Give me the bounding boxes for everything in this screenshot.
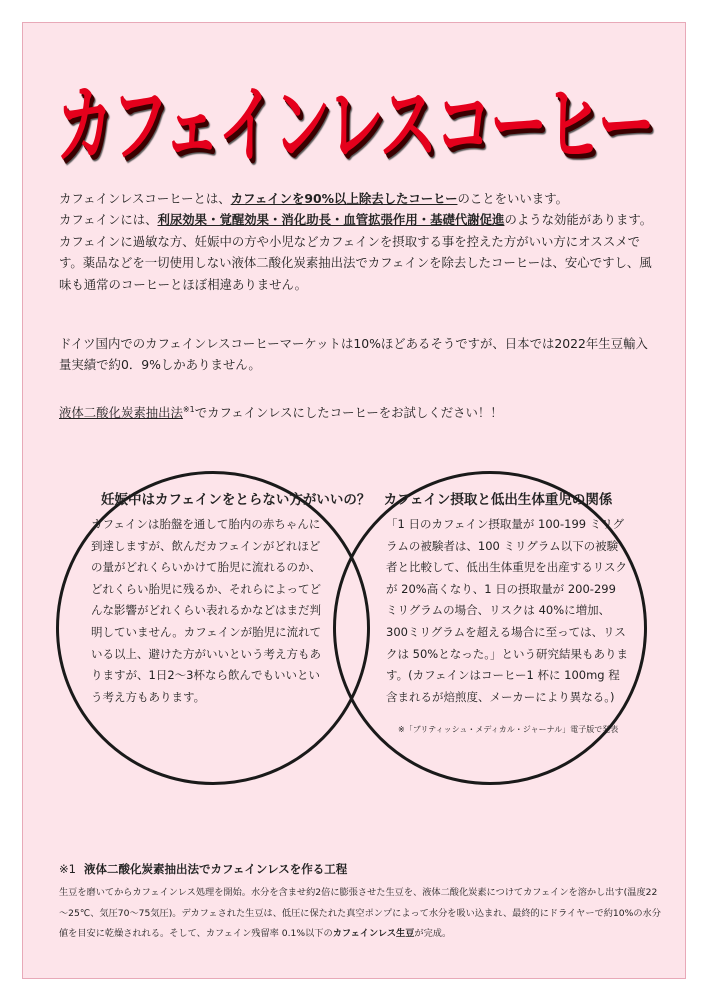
- footnote-marker: ※1: [182, 405, 195, 414]
- circle-left-body: カフェインは胎盤を通して胎内の赤ちゃんに到達しますが、飲んだカフェインがどれほどの量がどれくらいかけて胎児に流れるのか、どれくらい胎児に残るか、それらによってどんな影響がどれくらい表れるかなどはまだ判明していません。カフェインが胎児に流れている以上、避けた方がいいという考え方もありますが、1日2～3杯なら飲んでもいいという考え方もあります。: [91, 517, 322, 704]
- circle-right-source: ※「ブリティッシュ・メディカル・ジャーナル」電子版で発表: [398, 725, 619, 734]
- circle-left-title: 妊娠中はカフェインをとらない方がいいの？: [101, 492, 371, 508]
- trial-text: 液体二酸化炭素抽出法$^{※1}$でカフェインレスにしたコーヒーをお試しください！！: [59, 405, 503, 421]
- market-text: ドイツ国内でのカフェインレスコーヒーマーケットは10%ほどあるそうですが、日本では2022年生豆輸入量実績で約0．9%しかありません。: [59, 336, 648, 373]
- footnote-title: ※1 液体二酸化炭素抽出法でカフェインレスを作る工程: [59, 862, 348, 876]
- circle-right-title: カフェイン摂取と低出生体重児の関係: [383, 492, 613, 508]
- circle-right-body: 「1 日のカフェイン摂取量が 100-199 ミリグラムの被験者は、100 ミリグラム以下の被験者と比較して、低出生体重児を出産するリスクが 20%高くなり、1 日の摂取量が 200-299 ミリグラムの場合、リスクは 40%に増加、300ミリグラムを超える場合に至っては、リスクは 50%となった。」という研究結果もあります。(カフェインはコーヒー1 杯に 100mg 程含まれるが焙煎度、メーカーにより異なる。): [386, 517, 628, 704]
- intro-line-1: カフェインレスコーヒーとは、カフェインを90%以上除去したコーヒーのことをいいます。: [59, 191, 568, 206]
- footnote-highlight: カフェインレス生豆: [332, 928, 415, 939]
- page-title: カフェインレスコーヒー: [55, 75, 653, 175]
- intro-line-2: カフェインには、利尿効果・覚醒効果・消化助長・血管拡張作用・基礎代謝促進のような効能があります。カフェインに過敏な方、妊娠中の方や小児などカフェインを摂取する事を控えた方がいい方にオススメです。薬品などを一切使用しない液体二酸化炭素抽出法でカフェインを除去したコーヒーは、安心ですし、風味も通常のコーヒーとほぼ相違ありません。: [59, 212, 653, 292]
- flyer-page: [22, 22, 686, 979]
- intro-highlight-1: カフェインを90%以上除去したコーヒー: [230, 191, 458, 206]
- extraction-method-link: 液体二酸化炭素抽出法: [59, 405, 183, 421]
- intro-rest: す。カフェインに過敏な方、妊娠中の方や小児などカフェインを摂取する事を控えた方がいい方にオススメです。薬品などを一切使用しない液体二酸化炭素抽出法でカフェインを除去したコーヒーは、安心ですし、風味も通常のコーヒーとほぼ相違ありません。: [59, 212, 653, 292]
- intro-text: [59, 188, 659, 295]
- intro-highlight-2: 利尿効果・覚醒効果・消化助長・血管拡張作用・基礎代謝促進: [157, 212, 505, 228]
- footnote-body: 生豆を磨いてからカフェインレス処理を開始。水分を含ませ約2倍に膨張させた生豆を、液体二酸化炭素につけてカフェインを溶かし出す(温度22～25℃、気圧70～75気圧)。デカフェされた生豆は、低圧に保たれた真空ポンプによって水分を吸い込まれ、最終的にドライヤーで約10%の水分値を目安に乾燥されれる。そして、カフェイン残留率 0.1%以下のカフェインレス生豆が完成。: [59, 887, 661, 939]
